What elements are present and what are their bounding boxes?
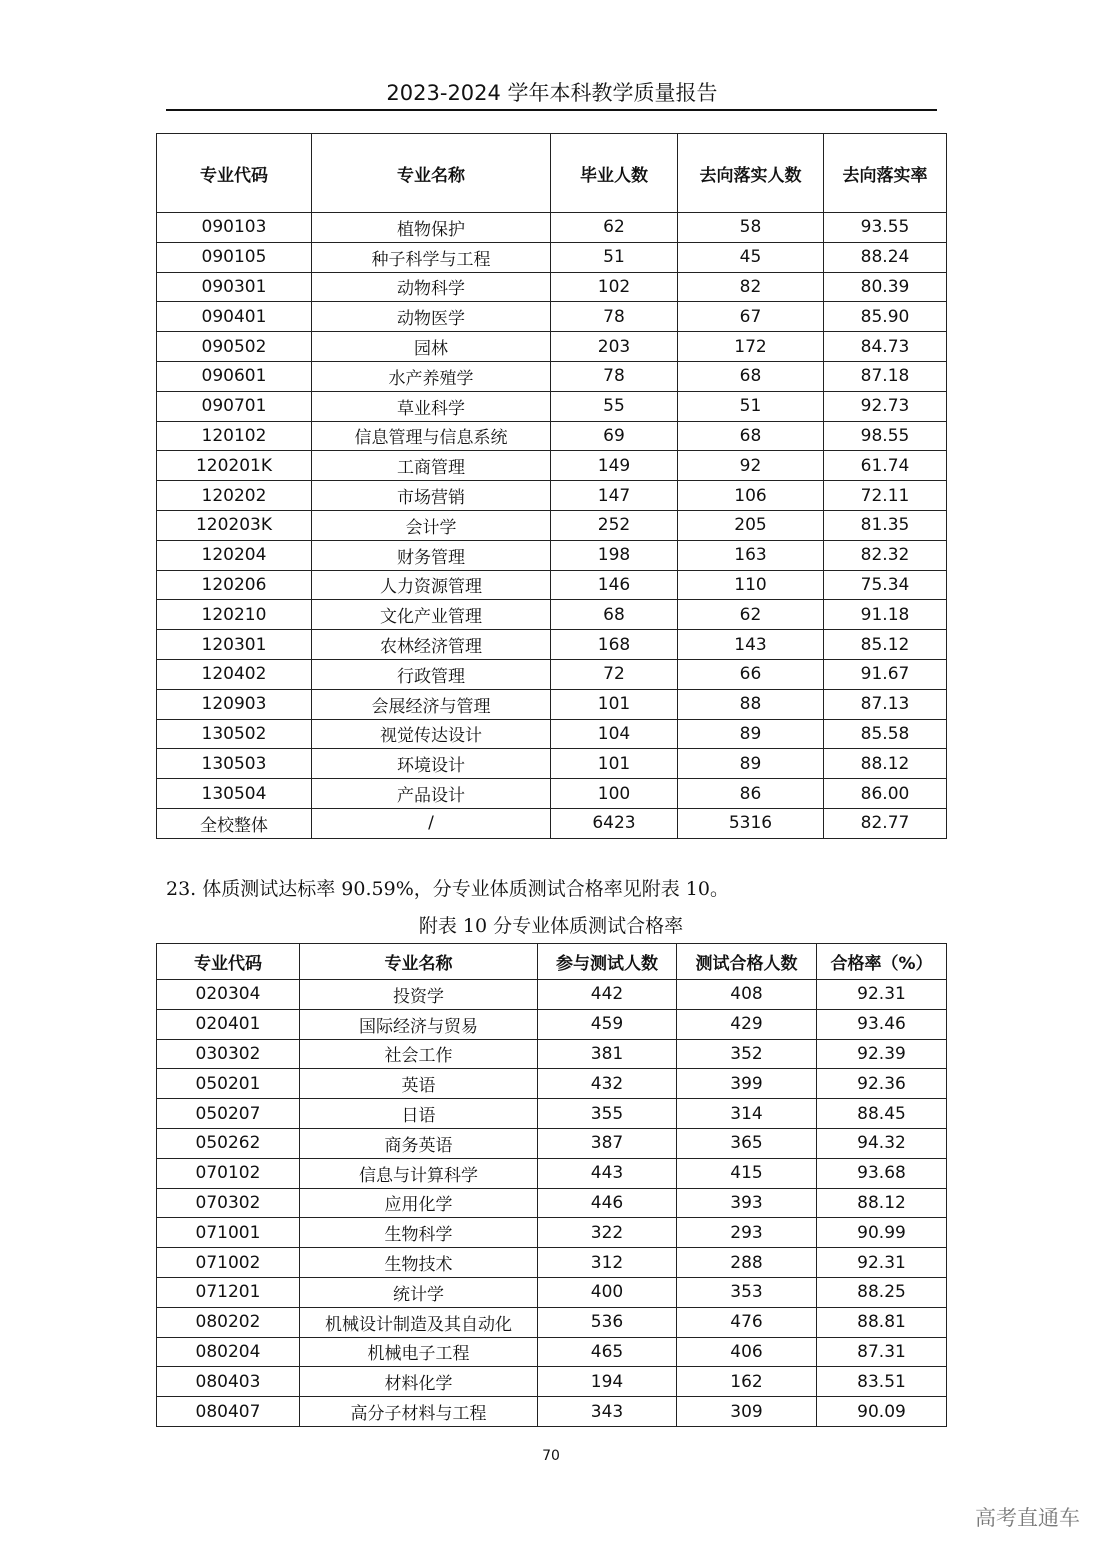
table-cell: 投资学 xyxy=(300,980,538,1010)
table-cell: 日语 xyxy=(300,1099,538,1129)
table-cell: 071001 xyxy=(157,1218,300,1248)
table-cell: 194 xyxy=(538,1367,677,1397)
table-cell: 会展经济与管理 xyxy=(312,689,551,719)
table-cell: 93.55 xyxy=(824,213,947,243)
table-cell: 80.39 xyxy=(824,272,947,302)
table-cell: 5316 xyxy=(678,808,824,838)
table-cell: 92.73 xyxy=(824,391,947,421)
table-row xyxy=(157,1248,947,1278)
table-cell: 85.58 xyxy=(824,719,947,749)
table-cell: 071002 xyxy=(157,1248,300,1278)
table-cell: 85.12 xyxy=(824,630,947,660)
table-header-row xyxy=(157,944,947,980)
table-cell: 工商管理 xyxy=(312,451,551,481)
table-cell: 102 xyxy=(551,272,678,302)
table-cell: 86 xyxy=(678,779,824,809)
table-row xyxy=(157,1397,947,1427)
table-row xyxy=(157,689,947,719)
table-cell: 090105 xyxy=(157,242,312,272)
table-cell: 343 xyxy=(538,1397,677,1427)
table-row xyxy=(157,1158,947,1188)
table-cell: 090701 xyxy=(157,391,312,421)
table-cell: 080202 xyxy=(157,1307,300,1337)
table-cell: 66 xyxy=(678,659,824,689)
table-cell: 88.45 xyxy=(817,1099,947,1129)
table-cell: 090601 xyxy=(157,361,312,391)
table-cell: 399 xyxy=(677,1069,817,1099)
table-cell: 92.36 xyxy=(817,1069,947,1099)
table-cell: / xyxy=(312,808,551,838)
table-cell: 动物科学 xyxy=(312,272,551,302)
table-cell: 476 xyxy=(677,1307,817,1337)
table-cell: 机械电子工程 xyxy=(300,1337,538,1367)
table-row xyxy=(157,1218,947,1248)
column-header: 去向落实人数 xyxy=(678,134,824,213)
table-cell: 98.55 xyxy=(824,421,947,451)
fitness-paragraph: 23. 体质测试达标率 90.59%，分专业体质测试合格率见附表 10。 xyxy=(166,878,729,900)
table-cell: 国际经济与贸易 xyxy=(300,1009,538,1039)
column-header: 合格率（%） xyxy=(817,944,947,980)
table-cell: 020304 xyxy=(157,980,300,1010)
table-cell: 72.11 xyxy=(824,481,947,511)
table-cell: 78 xyxy=(551,361,678,391)
table-cell: 353 xyxy=(677,1277,817,1307)
table-cell: 72 xyxy=(551,659,678,689)
table-cell: 130504 xyxy=(157,779,312,809)
table-cell: 88.12 xyxy=(817,1188,947,1218)
table-cell: 81.35 xyxy=(824,510,947,540)
table-row xyxy=(157,510,947,540)
table-row xyxy=(157,332,947,362)
table-cell: 120201K xyxy=(157,451,312,481)
table-cell: 120301 xyxy=(157,630,312,660)
table-cell: 071201 xyxy=(157,1277,300,1307)
table-cell: 149 xyxy=(551,451,678,481)
watermark-text: 高考直通车 xyxy=(975,1506,1080,1530)
table-cell: 55 xyxy=(551,391,678,421)
table-cell: 88.25 xyxy=(817,1277,947,1307)
column-header: 专业名称 xyxy=(300,944,538,980)
table-cell: 387 xyxy=(538,1128,677,1158)
table-cell: 信息与计算科学 xyxy=(300,1158,538,1188)
table-cell: 146 xyxy=(551,570,678,600)
table-cell: 78 xyxy=(551,302,678,332)
table-cell: 120203K xyxy=(157,510,312,540)
table-cell: 61.74 xyxy=(824,451,947,481)
table-cell: 82 xyxy=(678,272,824,302)
table-row xyxy=(157,540,947,570)
table-cell: 85.90 xyxy=(824,302,947,332)
table-cell: 草业科学 xyxy=(312,391,551,421)
header-divider xyxy=(166,109,937,111)
table-row xyxy=(157,779,947,809)
table-cell: 443 xyxy=(538,1158,677,1188)
table-row xyxy=(157,630,947,660)
table-cell: 536 xyxy=(538,1307,677,1337)
table-cell: 材料化学 xyxy=(300,1367,538,1397)
table-cell: 090401 xyxy=(157,302,312,332)
table-row xyxy=(157,302,947,332)
table-cell: 88.24 xyxy=(824,242,947,272)
column-header: 参与测试人数 xyxy=(538,944,677,980)
table-cell: 51 xyxy=(678,391,824,421)
table-row xyxy=(157,213,947,243)
table-cell: 90.99 xyxy=(817,1218,947,1248)
table-cell: 机械设计制造及其自动化 xyxy=(300,1307,538,1337)
table-cell: 全校整体 xyxy=(157,808,312,838)
table-cell: 89 xyxy=(678,719,824,749)
table-cell: 87.18 xyxy=(824,361,947,391)
table-cell: 水产养殖学 xyxy=(312,361,551,391)
table-cell: 198 xyxy=(551,540,678,570)
table-cell: 120206 xyxy=(157,570,312,600)
table-cell: 120903 xyxy=(157,689,312,719)
column-header: 去向落实率 xyxy=(824,134,947,213)
table-cell: 459 xyxy=(538,1009,677,1039)
table-caption: 附表 10 分专业体质测试合格率 xyxy=(418,915,684,937)
table-cell: 050201 xyxy=(157,1069,300,1099)
table-cell: 130502 xyxy=(157,719,312,749)
table-cell: 442 xyxy=(538,980,677,1010)
table-row xyxy=(157,1039,947,1069)
table-cell: 120402 xyxy=(157,659,312,689)
table-cell: 51 xyxy=(551,242,678,272)
table-cell: 92 xyxy=(678,451,824,481)
table-cell: 83.51 xyxy=(817,1367,947,1397)
table-cell: 090103 xyxy=(157,213,312,243)
table-row xyxy=(157,600,947,630)
table-cell: 163 xyxy=(678,540,824,570)
table-row xyxy=(157,1128,947,1158)
table-cell: 050207 xyxy=(157,1099,300,1129)
table-cell: 93.68 xyxy=(817,1158,947,1188)
table-row xyxy=(157,1337,947,1367)
table-row xyxy=(157,1307,947,1337)
table-cell: 68 xyxy=(678,361,824,391)
table-cell: 92.31 xyxy=(817,1248,947,1278)
table-cell: 203 xyxy=(551,332,678,362)
table-cell: 432 xyxy=(538,1069,677,1099)
table-row xyxy=(157,808,947,838)
column-header: 毕业人数 xyxy=(551,134,678,213)
table-cell: 环境设计 xyxy=(312,749,551,779)
table-cell: 91.67 xyxy=(824,659,947,689)
table-cell: 110 xyxy=(678,570,824,600)
table-row xyxy=(157,1009,947,1039)
table-cell: 090502 xyxy=(157,332,312,362)
table-cell: 120204 xyxy=(157,540,312,570)
table-cell: 英语 xyxy=(300,1069,538,1099)
table-row xyxy=(157,361,947,391)
table-cell: 89 xyxy=(678,749,824,779)
table-cell: 070302 xyxy=(157,1188,300,1218)
table-cell: 会计学 xyxy=(312,510,551,540)
table-cell: 120210 xyxy=(157,600,312,630)
table-cell: 408 xyxy=(677,980,817,1010)
table-cell: 植物保护 xyxy=(312,213,551,243)
table-cell: 69 xyxy=(551,421,678,451)
table-cell: 92.39 xyxy=(817,1039,947,1069)
table-cell: 社会工作 xyxy=(300,1039,538,1069)
table-cell: 355 xyxy=(538,1099,677,1129)
table-cell: 393 xyxy=(677,1188,817,1218)
table-cell: 322 xyxy=(538,1218,677,1248)
table-cell: 68 xyxy=(678,421,824,451)
table-cell: 101 xyxy=(551,749,678,779)
table-cell: 62 xyxy=(551,213,678,243)
table-row xyxy=(157,1277,947,1307)
table-cell: 财务管理 xyxy=(312,540,551,570)
table-cell: 82.77 xyxy=(824,808,947,838)
table-cell: 106 xyxy=(678,481,824,511)
table-row xyxy=(157,980,947,1010)
table-cell: 文化产业管理 xyxy=(312,600,551,630)
table-cell: 6423 xyxy=(551,808,678,838)
table-cell: 84.73 xyxy=(824,332,947,362)
table-cell: 080407 xyxy=(157,1397,300,1427)
table-cell: 75.34 xyxy=(824,570,947,600)
page-header-title: 2023-2024 学年本科教学质量报告 xyxy=(386,81,718,105)
table-cell: 91.18 xyxy=(824,600,947,630)
table-cell: 62 xyxy=(678,600,824,630)
table-cell: 88 xyxy=(678,689,824,719)
table-cell: 104 xyxy=(551,719,678,749)
table-cell: 园林 xyxy=(312,332,551,362)
table-cell: 162 xyxy=(677,1367,817,1397)
table-cell: 产品设计 xyxy=(312,779,551,809)
table-cell: 309 xyxy=(677,1397,817,1427)
table-row xyxy=(157,719,947,749)
employment-rate-table xyxy=(156,133,947,839)
table-cell: 高分子材料与工程 xyxy=(300,1397,538,1427)
table-cell: 406 xyxy=(677,1337,817,1367)
table-cell: 429 xyxy=(677,1009,817,1039)
column-header: 测试合格人数 xyxy=(677,944,817,980)
table-row xyxy=(157,391,947,421)
fitness-pass-rate-table xyxy=(156,943,947,1427)
table-row xyxy=(157,242,947,272)
table-cell: 种子科学与工程 xyxy=(312,242,551,272)
table-row xyxy=(157,451,947,481)
table-cell: 130503 xyxy=(157,749,312,779)
table-row xyxy=(157,1188,947,1218)
table-row xyxy=(157,1367,947,1397)
table-cell: 67 xyxy=(678,302,824,332)
table-cell: 365 xyxy=(677,1128,817,1158)
table-cell: 465 xyxy=(538,1337,677,1367)
table-cell: 415 xyxy=(677,1158,817,1188)
table-row xyxy=(157,481,947,511)
table-cell: 352 xyxy=(677,1039,817,1069)
table-cell: 农林经济管理 xyxy=(312,630,551,660)
table-cell: 信息管理与信息系统 xyxy=(312,421,551,451)
table-cell: 90.09 xyxy=(817,1397,947,1427)
table-cell: 446 xyxy=(538,1188,677,1218)
table-cell: 商务英语 xyxy=(300,1128,538,1158)
table-cell: 020401 xyxy=(157,1009,300,1039)
table-cell: 动物医学 xyxy=(312,302,551,332)
table-row xyxy=(157,749,947,779)
table-cell: 68 xyxy=(551,600,678,630)
table-cell: 市场营销 xyxy=(312,481,551,511)
table-cell: 120202 xyxy=(157,481,312,511)
table-row xyxy=(157,421,947,451)
table-cell: 100 xyxy=(551,779,678,809)
table-cell: 070102 xyxy=(157,1158,300,1188)
table-cell: 168 xyxy=(551,630,678,660)
table-cell: 82.32 xyxy=(824,540,947,570)
table-cell: 293 xyxy=(677,1218,817,1248)
table-cell: 288 xyxy=(677,1248,817,1278)
table-cell: 统计学 xyxy=(300,1277,538,1307)
table-cell: 行政管理 xyxy=(312,659,551,689)
table-row xyxy=(157,570,947,600)
table-cell: 080204 xyxy=(157,1337,300,1367)
table-cell: 92.31 xyxy=(817,980,947,1010)
table-cell: 381 xyxy=(538,1039,677,1069)
table-cell: 94.32 xyxy=(817,1128,947,1158)
table-cell: 143 xyxy=(678,630,824,660)
table-row xyxy=(157,659,947,689)
table-cell: 93.46 xyxy=(817,1009,947,1039)
table-cell: 88.81 xyxy=(817,1307,947,1337)
column-header: 专业代码 xyxy=(157,944,300,980)
table-cell: 090301 xyxy=(157,272,312,302)
table-cell: 030302 xyxy=(157,1039,300,1069)
table-cell: 88.12 xyxy=(824,749,947,779)
table-cell: 314 xyxy=(677,1099,817,1129)
table-cell: 120102 xyxy=(157,421,312,451)
table-header-row xyxy=(157,134,947,213)
table-cell: 050262 xyxy=(157,1128,300,1158)
column-header: 专业代码 xyxy=(157,134,312,213)
table-cell: 生物技术 xyxy=(300,1248,538,1278)
table-cell: 205 xyxy=(678,510,824,540)
table-cell: 45 xyxy=(678,242,824,272)
table-cell: 应用化学 xyxy=(300,1188,538,1218)
table-cell: 视觉传达设计 xyxy=(312,719,551,749)
table-cell: 312 xyxy=(538,1248,677,1278)
table-cell: 87.31 xyxy=(817,1337,947,1367)
table-row xyxy=(157,272,947,302)
table-cell: 人力资源管理 xyxy=(312,570,551,600)
table-row xyxy=(157,1069,947,1099)
table-cell: 86.00 xyxy=(824,779,947,809)
table-cell: 172 xyxy=(678,332,824,362)
page-number: 70 xyxy=(542,1448,560,1464)
table-cell: 400 xyxy=(538,1277,677,1307)
table-cell: 080403 xyxy=(157,1367,300,1397)
table-cell: 87.13 xyxy=(824,689,947,719)
table-cell: 58 xyxy=(678,213,824,243)
table-cell: 生物科学 xyxy=(300,1218,538,1248)
table-cell: 252 xyxy=(551,510,678,540)
table-cell: 101 xyxy=(551,689,678,719)
table-row xyxy=(157,1099,947,1129)
table-cell: 147 xyxy=(551,481,678,511)
column-header: 专业名称 xyxy=(312,134,551,213)
